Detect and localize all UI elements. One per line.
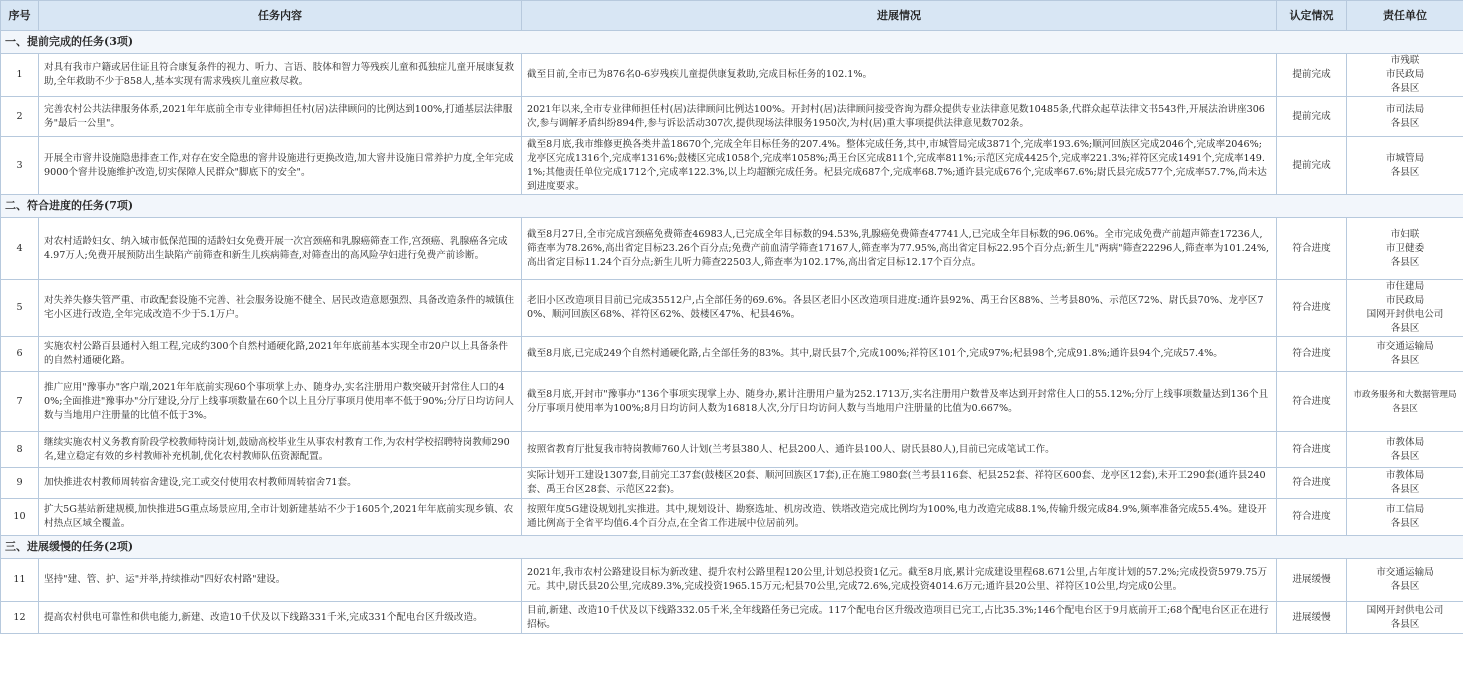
table-row (1, 602, 1463, 634)
task-content: 实施农村公路百县通村入组工程,完成约300个自然村通硬化路,2021年年底前基本实现全市20户以上具备条件的自然村通硬化路。 (39, 337, 522, 372)
responsible-units (1347, 372, 1463, 432)
progress-detail: 2021年以来,全市专业律师担任村(居)法律顾问比例达100%。开封村(居)法律顾问接受咨询为群众提供专业法律意见数10485条,代群众起草法律文书543件,开展法治讲座306次,参与调解矛盾纠纷894件,参与诉讼活动307次,提供现场法律服务1950次,为村(居)重大事项提供法律意见数702条。 (522, 97, 1277, 137)
unit-name: 国网开封供电公司 (1366, 604, 1444, 616)
unit-name: 各县区 (1390, 355, 1420, 366)
section-header-row (1, 536, 1463, 559)
unit-name: 市住建局 (1385, 281, 1425, 292)
table-header-row (1, 1, 1463, 31)
task-content: 完善农村公共法律服务体系,2021年年底前全市专业律师担任村(居)法律顾问的比例达到100%,打通基层法律服务"最后一公里"。 (39, 97, 522, 137)
status-value: 提前完成 (1277, 97, 1347, 137)
header-progress: 进展情况 (522, 1, 1277, 31)
unit-name: 各县区 (1390, 166, 1420, 178)
responsible-units (1347, 468, 1463, 499)
section-title: 三、进展缓慢的任务(2项) (1, 536, 1463, 559)
unit-name: 市交通运输局 (1376, 567, 1434, 578)
header-task: 任务内容 (39, 1, 522, 31)
unit-name: 市民政局 (1385, 69, 1425, 80)
task-content: 提高农村供电可靠性和供电能力,新建、改造10千伏及以下线路331千米,完成331个配电台区升级改造。 (39, 602, 522, 634)
task-content: 对具有我市户籍或居住证且符合康复条件的视力、听力、言语、肢体和智力等残疾儿童和孤独症儿童开展康复救助,全年救助不少于858人,基本实现有需求残疾儿童应救尽救。 (39, 54, 522, 97)
header-unit: 责任单位 (1347, 1, 1463, 31)
table-row (1, 432, 1463, 468)
responsible-units (1347, 602, 1463, 634)
unit-name: 市妇联 (1390, 228, 1420, 240)
row-index: 12 (1, 602, 39, 634)
status-value: 符合进度 (1277, 372, 1347, 432)
row-index: 11 (1, 559, 39, 602)
progress-detail: 2021年,我市农村公路建设目标为新改建、提升农村公路里程120公里,计划总投资1亿元。截至8月底,累计完成建设里程68.671公里,占年度计划的57.2%;完成投资5979.75万元。其中,尉氏县20公里,完成89.3%,完成投资1965.15万元;杞县70公里,完成72.6%,完成投资4014.6万元;通许县20公里、祥符区10公里,均完成0公里。 (522, 559, 1277, 602)
unit-name: 市政务服务和大数据管理局 (1353, 389, 1457, 400)
table-body (1, 31, 1463, 634)
progress-detail: 截至8月27日,全市完成宫颈癌免费筛查46983人,已完成全年目标数的94.53%,乳腺癌免费筛查47741人,已完成全年目标数的96.06%。全市完成免费产前超声筛查17236人,筛查率为78.26%,高出省定目标23.26个百分点;免费产前血清学筛查17167人,筛查率为77.95%,高出省定目标22.95个百分点;新生儿"两病"筛查22296人,筛查率为101.24%,高出省定目标11.24个百分点;新生儿听力筛查22503人,筛查率为102.17%,高出省定目标12.17个百分点。 (522, 218, 1277, 280)
section-title: 二、符合进度的任务(7项) (1, 195, 1463, 218)
responsible-units (1347, 499, 1463, 536)
unit-name: 市卫健委 (1385, 242, 1425, 254)
table-row (1, 97, 1463, 137)
responsible-units (1347, 54, 1463, 97)
row-index: 7 (1, 372, 39, 432)
unit-name: 市工信局 (1385, 504, 1425, 515)
row-index: 6 (1, 337, 39, 372)
progress-detail: 截至8月底,我市维修更换各类井盖18670个,完成全年目标任务的207.4%。整体完成任务,其中,市城管局完成3871个,完成率193.6%;顺河回族区完成2046个,完成率2046%;龙亭区完成1316个,完成率1316%;鼓楼区完成1058个,完成率1058%;禹王台区完成811个,完成率811%;示范区完成4425个,完成率221.3%;祥符区完成1491个,完成率149.1%;其他责任单位完成1712个,完成率122.3%,以上均超额完成任务。杞县完成687个,完成率68.7%;通许县完成676个,完成率67.6%;尉氏县完成577个,完成率57.7%,尚未达到进度要求。 (522, 137, 1277, 195)
progress-detail: 截至8月底,已完成249个自然村通硬化路,占全部任务的83%。其中,尉氏县7个,完成100%;祥符区101个,完成97%;杞县98个,完成91.8%;通许县94个,完成57.4%。 (522, 337, 1277, 372)
task-content: 对失养失修失管严重、市政配套设施不完善、社会服务设施不健全、居民改造意愿强烈、具备改造条件的城镇住宅小区进行改造,全年完成改造不少于5.1万户。 (39, 280, 522, 337)
section-header-row (1, 31, 1463, 54)
responsible-units (1347, 432, 1463, 468)
table-row (1, 372, 1463, 432)
section-header-row (1, 195, 1463, 218)
unit-name: 各县区 (1390, 323, 1420, 334)
unit-name: 各县区 (1390, 581, 1420, 592)
unit-name: 各县区 (1390, 256, 1420, 268)
row-index: 2 (1, 97, 39, 137)
status-value: 进展缓慢 (1277, 559, 1347, 602)
unit-name: 市城管局 (1385, 152, 1425, 164)
table-row (1, 280, 1463, 337)
responsible-units (1347, 280, 1463, 337)
status-value: 符合进度 (1277, 499, 1347, 536)
unit-name: 各县区 (1390, 618, 1420, 630)
progress-detail: 实际计划开工建设1307套,目前完工37套(鼓楼区20套、顺河回族区17套),正在施工980套(兰考县116套、杞县252套、祥符区600套、龙亭区12套),未开工290套(通许县240套、禹王台区28套、示范区22套)。 (522, 468, 1277, 499)
task-content: 开展全市窨井设施隐患排查工作,对存在安全隐患的窨井设施进行更换改造,加大窨井设施日常养护力度,全年完成9000个窨井设施维护改造,切实保障人民群众"脚底下的安全"。 (39, 137, 522, 195)
task-content: 继续实施农村义务教育阶段学校教师特岗计划,鼓励高校毕业生从事农村教育工作,为农村学校招聘特岗教师290名,建立稳定有效的乡村教师补充机制,优化农村教师队伍资源配置。 (39, 432, 522, 468)
status-value: 符合进度 (1277, 218, 1347, 280)
status-value: 进展缓慢 (1277, 602, 1347, 634)
status-value: 符合进度 (1277, 432, 1347, 468)
progress-detail: 截至目前,全市已为876名0-6岁残疾儿童提供康复救助,完成目标任务的102.1%。 (522, 54, 1277, 97)
row-index: 4 (1, 218, 39, 280)
row-index: 10 (1, 499, 39, 536)
responsible-units (1347, 97, 1463, 137)
unit-name: 国网开封供电公司 (1366, 309, 1444, 320)
progress-detail: 截至8月底,开封市"豫事办"136个事项实现掌上办、随身办,累计注册用户量为252.1713万,实名注册用户数普及率达到开封常住人口的55.12%;分厅上线事项数量达到136个且分厅事项月使用率为100%;8月日均访问人数为16818人次,分厅日均访问人数与当地用户注册量的比值为0.667%。 (522, 372, 1277, 432)
status-value: 提前完成 (1277, 54, 1347, 97)
status-value: 符合进度 (1277, 337, 1347, 372)
row-index: 3 (1, 137, 39, 195)
row-index: 8 (1, 432, 39, 468)
unit-name: 市残联 (1390, 55, 1420, 66)
unit-name: 各县区 (1390, 117, 1420, 129)
table-row (1, 499, 1463, 536)
status-value: 符合进度 (1277, 468, 1347, 499)
responsible-units (1347, 218, 1463, 280)
unit-name: 市交通运输局 (1376, 341, 1434, 352)
row-index: 9 (1, 468, 39, 499)
unit-name: 市教体局 (1385, 470, 1425, 481)
table-row (1, 337, 1463, 372)
table-row (1, 218, 1463, 280)
progress-detail: 按照省教育厅批复我市特岗教师760人计划(兰考县380人、杞县200人、通许县100人、尉氏县80人),目前已完成笔试工作。 (522, 432, 1277, 468)
header-index: 序号 (1, 1, 39, 31)
task-content: 加快推进农村教师周转宿舍建设,完工或交付使用农村教师周转宿舍71套。 (39, 468, 522, 499)
task-content: 对农村适龄妇女、纳入城市低保范围的适龄妇女免费开展一次宫颈癌和乳腺癌筛查工作,宫颈癌、乳腺癌各完成4.97万人;免费开展预防出生缺陷产前筛查和新生儿疾病筛查,对筛查出的高风险孕妇进行免费产前诊断。 (39, 218, 522, 280)
table-row (1, 137, 1463, 195)
progress-detail: 老旧小区改造项目目前已完成35512户,占全部任务的69.6%。各县区老旧小区改造项目进度:通许县92%、禹王台区88%、兰考县80%、示范区72%、尉氏县70%、龙亭区70%、顺河回族区68%、祥符区62%、鼓楼区47%、杞县46%。 (522, 280, 1277, 337)
table-row (1, 54, 1463, 97)
row-index: 1 (1, 54, 39, 97)
responsible-units (1347, 137, 1463, 195)
status-value: 提前完成 (1277, 137, 1347, 195)
unit-name: 各县区 (1390, 450, 1420, 462)
row-index: 5 (1, 280, 39, 337)
task-content: 扩大5G基站新建规模,加快推进5G重点场景应用,全市计划新建基站不少于1605个,2021年年底前实现乡镇、农村热点区域全覆盖。 (39, 499, 522, 536)
task-content: 推广应用"豫事办"客户端,2021年年底前实现60个事项掌上办、随身办,实名注册用户数突破开封常住人口的40%;全面推进"豫事办"分厅建设,分厅上线事项数量在60个以上且分厅事项月使用率不低于90%;分厅日均访问人数与当地用户注册量的比值不低于3%。 (39, 372, 522, 432)
status-value: 符合进度 (1277, 280, 1347, 337)
section-title: 一、提前完成的任务(3项) (1, 31, 1463, 54)
progress-detail: 目前,新建、改造10千伏及以下线路332.05千米,全年线路任务已完成。117个配电台区升级改造项目已完工,占比35.3%;146个配电台区于9月底前开工;68个配电台区正在进行招标。 (522, 602, 1277, 634)
unit-name: 各县区 (1392, 403, 1418, 414)
progress-detail: 按照年度5G建设规划扎实推进。其中,规划设计、勘察选址、机房改造、铁塔改造完成比例均为100%,电力改造完成88.1%,传输升级完成84.9%,频率准备完成55.4%。建设开通比例高于全省平均值6.4个百分点,在全省工作进展中位居前列。 (522, 499, 1277, 536)
task-content: 坚持"建、管、护、运"并举,持续推动"四好农村路"建设。 (39, 559, 522, 602)
responsible-units (1347, 337, 1463, 372)
header-status: 认定情况 (1277, 1, 1347, 31)
unit-name: 各县区 (1390, 83, 1420, 94)
unit-name: 市民政局 (1385, 295, 1425, 306)
unit-name: 市司法局 (1385, 103, 1425, 115)
unit-name: 各县区 (1390, 518, 1420, 529)
table-row (1, 468, 1463, 499)
table-row (1, 559, 1463, 602)
responsible-units (1347, 559, 1463, 602)
unit-name: 各县区 (1390, 484, 1420, 495)
unit-name: 市教体局 (1385, 436, 1425, 448)
